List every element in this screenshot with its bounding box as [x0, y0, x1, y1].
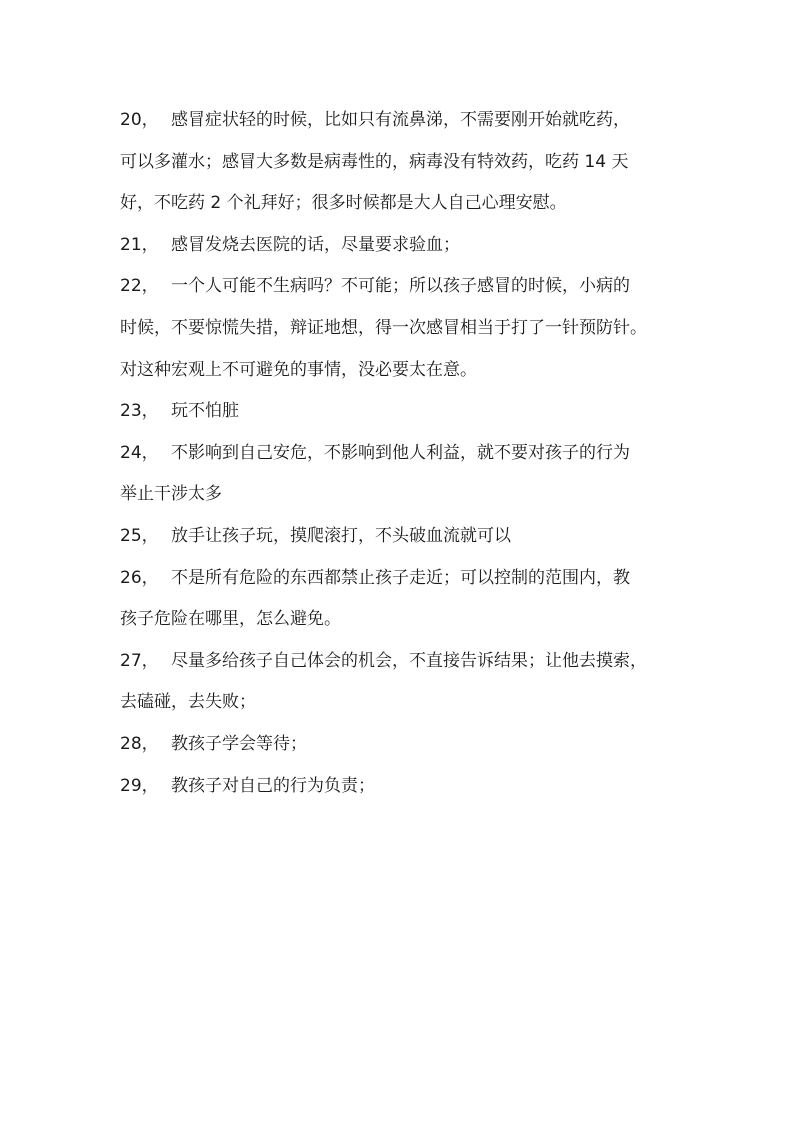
- item-number: 24，: [120, 442, 159, 463]
- item-number: 23，: [120, 401, 159, 422]
- item-text: 可以多灌水；感冒大多数是病毒性的，病毒没有特效药，吃药 14 天: [120, 151, 629, 172]
- list-item-20: [120, 100, 690, 225]
- item-text: 不是所有危险的东西都禁止孩子走近；可以控制的范围内，教: [171, 567, 630, 588]
- item-text: 时候，不要惊慌失措，辩证地想，得一次感冒相当于打了一针预防针。: [120, 317, 647, 338]
- item-text: 教孩子对自己的行为负责；: [171, 775, 375, 796]
- item-number: 22，: [120, 276, 159, 297]
- item-text: 去磕碰，去失败；: [120, 692, 256, 713]
- item-number: 27，: [120, 650, 159, 671]
- item-number: 25，: [120, 525, 159, 546]
- item-text: 感冒症状轻的时候，比如只有流鼻涕，不需要刚开始就吃药，: [171, 110, 630, 130]
- item-number: 26，: [120, 567, 159, 588]
- list-item-27: [120, 641, 690, 724]
- document-body: [120, 100, 690, 807]
- item-number: 28，: [120, 733, 159, 754]
- item-line: [120, 183, 690, 225]
- list-item-29: [120, 766, 690, 808]
- item-text: 放手让孩子玩，摸爬滚打，不头破血流就可以: [171, 525, 511, 546]
- item-text: 玩不怕脏: [171, 401, 239, 422]
- item-line: [120, 724, 690, 766]
- item-text: 不影响到自己安危，不影响到他人利益，就不要对孩子的行为: [171, 442, 630, 463]
- item-line: [120, 225, 690, 267]
- item-text: 一个人可能不生病吗？不可能；所以孩子感冒的时候，小病的: [171, 276, 630, 297]
- item-line: [120, 308, 690, 350]
- list-item-26: [120, 558, 690, 641]
- item-line: [120, 766, 690, 808]
- item-text: 举止干涉太多: [120, 484, 222, 505]
- item-line: [120, 641, 690, 683]
- item-text: 教孩子学会等待；: [171, 733, 307, 754]
- item-text: 对这种宏观上不可避免的事情，没必要太在意。: [120, 359, 477, 380]
- list-item-23: [120, 391, 690, 433]
- list-item-22: [120, 266, 690, 391]
- item-line: [120, 266, 690, 308]
- list-item-28: [120, 724, 690, 766]
- item-line: [120, 433, 690, 475]
- list-item-25: [120, 516, 690, 558]
- item-text: 好，不吃药 2 个礼拜好；很多时候都是大人自己心理安慰。: [120, 193, 567, 214]
- item-line: [120, 391, 690, 433]
- item-number: 29，: [120, 775, 159, 796]
- item-text: 孩子危险在哪里，怎么避免。: [120, 609, 341, 630]
- item-line: [120, 474, 690, 516]
- item-line: [120, 558, 690, 600]
- item-text: 感冒发烧去医院的话，尽量要求验血；: [171, 234, 460, 255]
- item-line: [120, 516, 690, 558]
- item-line: [120, 350, 690, 392]
- list-item-21: [120, 225, 690, 267]
- item-line: [120, 599, 690, 641]
- item-text: 尽量多给孩子自己体会的机会，不直接告诉结果；让他去摸索，: [171, 650, 647, 671]
- item-line: [120, 100, 690, 142]
- item-number: 20，: [120, 110, 159, 130]
- item-line: [120, 682, 690, 724]
- item-line: [120, 142, 690, 184]
- item-number: 21，: [120, 234, 159, 255]
- list-item-24: [120, 433, 690, 516]
